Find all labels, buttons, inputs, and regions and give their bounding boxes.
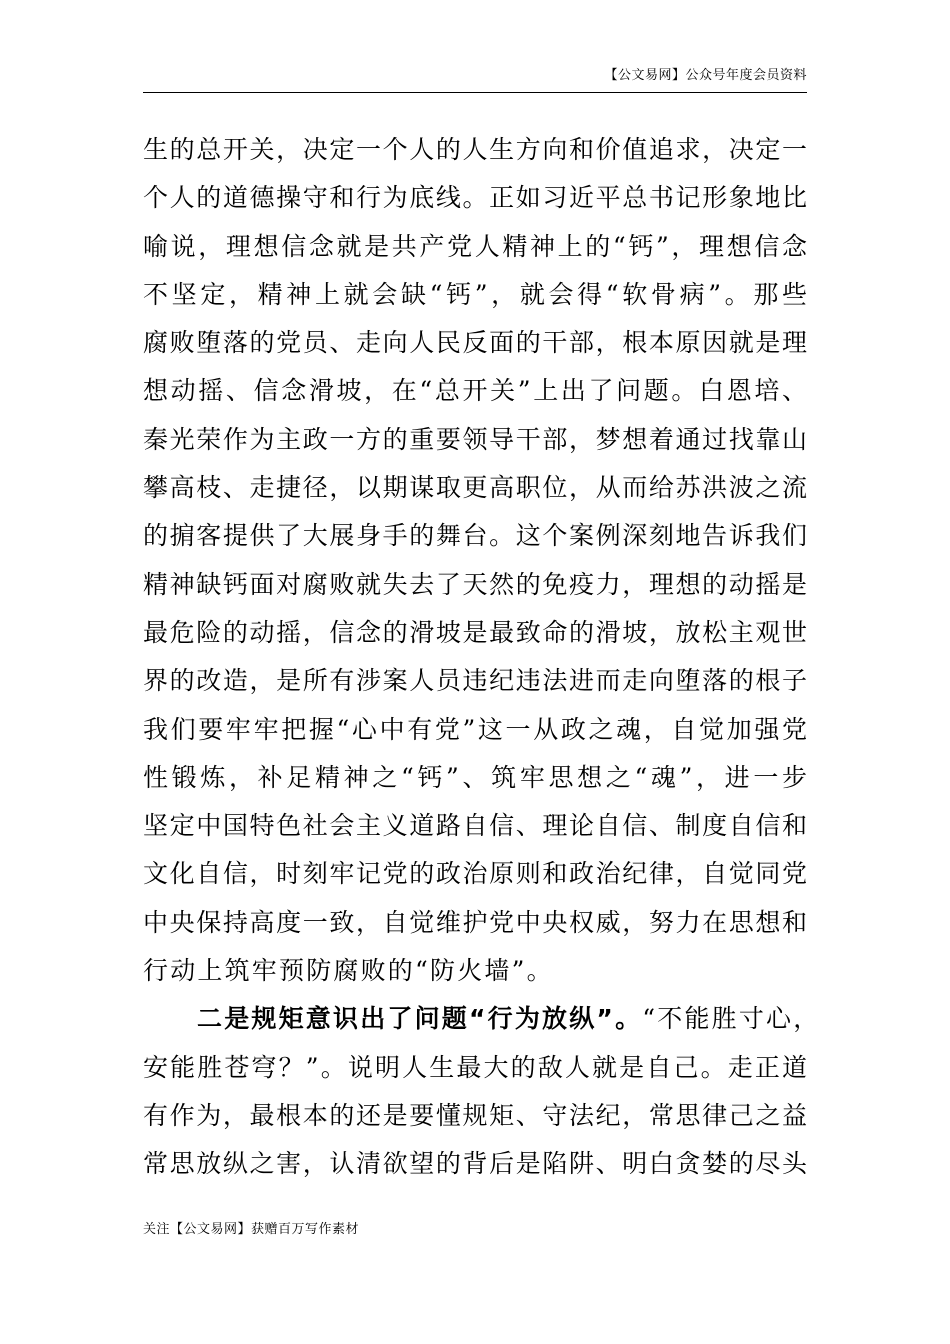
body-line: 中央保持高度一致，自觉维护党中央权威，努力在思想和 bbox=[143, 907, 807, 937]
body-line: 精神缺钙面对腐败就失去了天然的免疫力，理想的动摇是 bbox=[143, 569, 807, 599]
page-header: 【公文易网】公众号年度会员资料 bbox=[604, 68, 807, 83]
section-heading-line bbox=[143, 995, 821, 1043]
section-heading: 二是规矩意识出了问题“行为放纵”。 bbox=[197, 1004, 643, 1034]
body-line: 个人的道德操守和行为底线。正如习近平总书记形象地比 bbox=[143, 183, 807, 213]
body-line: 攀高枝、走捷径，以期谋取更高职位，从而给苏洪波之流 bbox=[143, 473, 807, 503]
body-line: 文化自信，时刻牢记党的政治原则和政治纪律，自觉同党 bbox=[143, 859, 807, 889]
document-body bbox=[143, 126, 821, 1189]
body-line: 腐败堕落的党员、走向人民反面的干部，根本原因就是理 bbox=[143, 328, 807, 358]
page-footer: 关注【公文易网】获赠百万写作素材 bbox=[143, 1222, 360, 1237]
body-line: 生的总开关，决定一个人的人生方向和价值追求，决定一 bbox=[143, 135, 807, 164]
body-line: 我们要牢牢把握“心中有党”这一从政之魂，自觉加强党 bbox=[143, 714, 807, 744]
body-line: 坚定中国特色社会主义道路自信、理论自信、制度自信和 bbox=[143, 811, 807, 841]
body-line: 行动上筑牢预防腐败的“防火墙”。 bbox=[143, 956, 554, 986]
body-line: 不坚定，精神上就会缺“钙”，就会得“软骨病”。那些 bbox=[143, 279, 807, 309]
body-line: 想动摇、信念滑坡，在“总开关”上出了问题。白恩培、 bbox=[143, 376, 807, 406]
body-line: 秦光荣作为主政一方的重要领导干部，梦想着通过找靠山 bbox=[143, 424, 807, 454]
body-line: 有作为，最根本的还是要懂规矩、守法纪，常思律己之益 bbox=[143, 1100, 807, 1130]
body-line: 性锻炼，补足精神之“钙”、筑牢思想之“魂”，进一步 bbox=[143, 762, 807, 792]
body-line: 喻说，理想信念就是共产党人精神上的“钙”，理想信念 bbox=[143, 231, 807, 261]
body-line: 安能胜苍穹？”。说明人生最大的敌人就是自己。走正道 bbox=[143, 1052, 807, 1082]
section-heading-tail: “不能胜寸心， bbox=[642, 1004, 821, 1034]
header-rule bbox=[143, 92, 807, 93]
body-line: 常思放纵之害，认清欲望的背后是陷阱、明白贪婪的尽头 bbox=[143, 1149, 807, 1179]
body-line: 最危险的动摇，信念的滑坡是最致命的滑坡，放松主观世 bbox=[143, 617, 807, 647]
body-line: 的掮客提供了大展身手的舞台。这个案例深刻地告诉我们 bbox=[143, 521, 807, 551]
body-line: 界的改造，是所有涉案人员违纪违法进而走向堕落的根子 bbox=[143, 666, 807, 696]
